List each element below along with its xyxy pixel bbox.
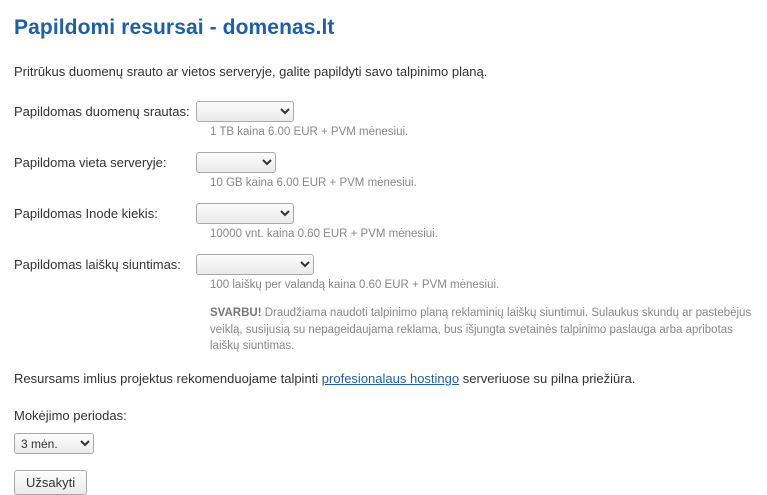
field-row-mail — [14, 254, 753, 275]
select-wrap-mail — [196, 254, 314, 275]
select-wrap-space — [196, 152, 276, 173]
note-mail: 100 laiškų per valandą kaina 0.60 EUR + PVM mėnesiui. — [210, 279, 500, 291]
label-traffic: Papildomas duomenų srautas: — [14, 104, 190, 119]
note-space: 10 GB kaina 6.00 EUR + PVM mėnesiui. — [210, 177, 417, 189]
label-inode: Papildomas Inode kiekis: — [14, 206, 158, 221]
resource-form — [14, 101, 753, 495]
recommendation-text — [14, 371, 753, 386]
select-inode[interactable] — [196, 203, 294, 224]
field-row-inode — [14, 203, 753, 224]
select-mail[interactable] — [196, 254, 314, 275]
field-row-traffic — [14, 101, 753, 122]
select-traffic[interactable] — [196, 101, 294, 122]
important-text: Draudžiama naudoti talpinimo planą reklaminių laiškų siuntimui. Sulaukus skundų ar pastebėjus veiklą, susijusią su nepageidaujama reklama, bus išjungta svetainės talpinimo paslauga arba apribotas laiškų siuntimas. — [210, 307, 752, 353]
important-prefix: SVARBU! — [210, 307, 262, 319]
page-title: Papildomi resursai - domenas.lt — [14, 16, 335, 39]
select-space[interactable] — [196, 152, 276, 173]
select-wrap-traffic — [196, 101, 294, 122]
recommendation-after: serveriuose su pilna priežiūra. — [459, 371, 636, 387]
select-wrap-inode — [196, 203, 294, 224]
order-button[interactable]: Užsakyti — [14, 470, 87, 495]
important-notice — [210, 305, 753, 355]
label-mail: Papildomas laiškų siuntimas: — [14, 257, 181, 272]
label-space: Papildoma vieta serveryje: — [14, 155, 167, 170]
note-traffic: 1 TB kaina 6.00 EUR + PVM mėnesiui. — [210, 126, 409, 138]
field-row-space — [14, 152, 753, 173]
professional-hosting-link[interactable]: profesionalaus hostingo — [321, 371, 460, 387]
recommendation-before: Resursams imlius projektus rekomenduojame talpinti — [14, 371, 322, 387]
intro-text: Pritrūkus duomenų srauto ar vietos serveryje, galite papildyti savo talpinimo planą. — [14, 64, 488, 79]
label-payment-period: Mokėjimo periodas: — [14, 408, 127, 424]
note-inode: 10000 vnt. kaina 0.60 EUR + PVM mėnesiui. — [210, 228, 438, 240]
